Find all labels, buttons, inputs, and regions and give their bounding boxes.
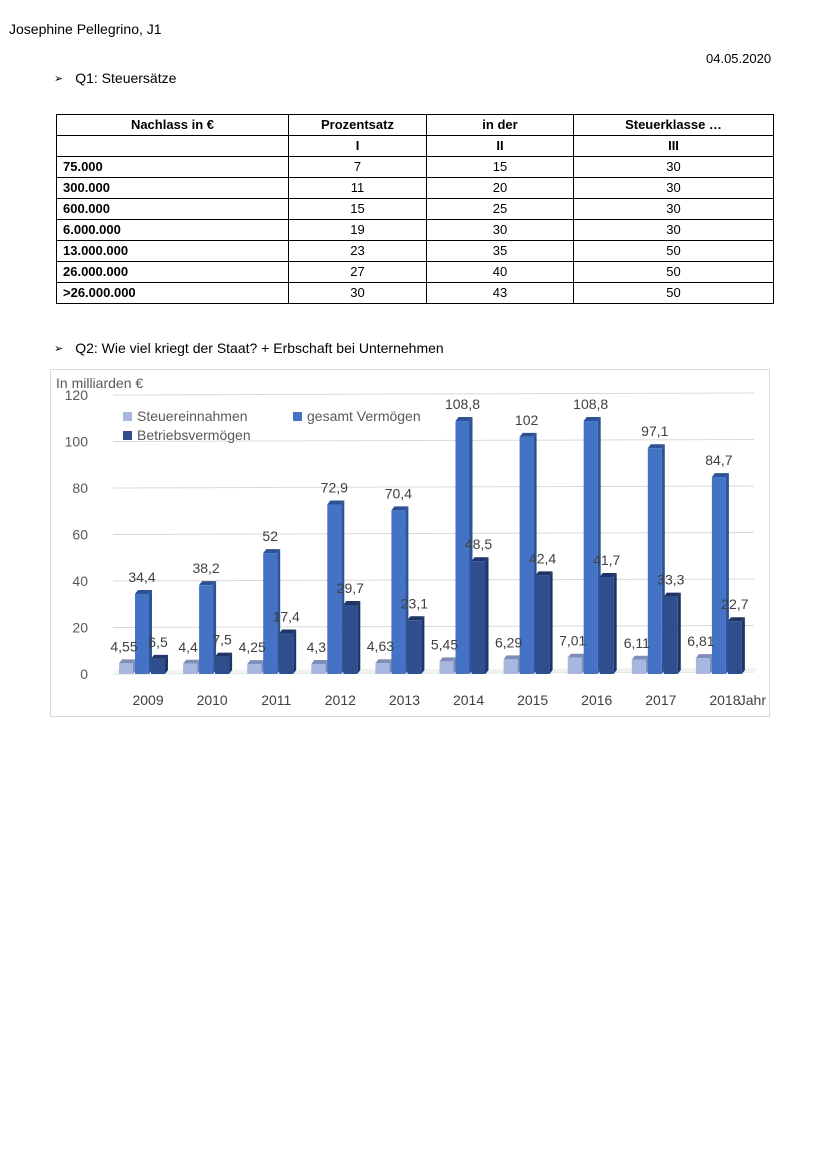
data-label: 4,3 [306, 639, 327, 656]
table-cell: 75.000 [57, 157, 289, 178]
x-tick-label: 2011 [261, 692, 292, 708]
table-cell: 26.000.000 [57, 262, 289, 283]
bar-betriebsvermoegen [472, 561, 486, 674]
table-cell: 20 [427, 178, 574, 199]
table-cell: >26.000.000 [57, 283, 289, 304]
x-tick-label: 2015 [517, 692, 549, 708]
data-label: 23,1 [400, 595, 429, 612]
table-cell: 43 [427, 283, 574, 304]
data-label: 48,5 [464, 536, 493, 553]
data-label: 22,7 [721, 596, 749, 613]
arrow-bullet-icon: ➢ [54, 342, 64, 355]
table-cell: 40 [427, 262, 574, 283]
table-cell: 50 [574, 241, 774, 262]
bar-side [742, 617, 745, 674]
data-label: 6,29 [494, 634, 523, 651]
table-header-row [57, 115, 774, 136]
bar-betriebsvermoegen [728, 621, 742, 674]
data-label: 4,55 [110, 638, 138, 655]
bar-top [520, 433, 537, 437]
question-1-heading [54, 70, 176, 86]
y-axis-title-bg [54, 374, 55, 375]
table-cell: I [289, 136, 427, 157]
data-label: 4,63 [366, 638, 395, 655]
table-cell: 23 [289, 241, 427, 262]
y-tick-label: 0 [80, 666, 88, 682]
y-tick-label: 60 [72, 526, 88, 543]
table-row [57, 178, 774, 199]
table-cell: 13.000.000 [57, 241, 289, 262]
data-label: 5,45 [430, 636, 459, 653]
bar-steuereinnahmen [119, 663, 133, 674]
question-2-title: Q2: Wie viel kriegt der Staat? + Erbschaft bei Unternehmen [75, 340, 444, 356]
data-label: 108,8 [573, 396, 609, 413]
data-label: 41,7 [593, 552, 621, 569]
bar-steuereinnahmen [440, 661, 454, 674]
table-cell: III [574, 136, 774, 157]
table-cell: 30 [289, 283, 427, 304]
data-label: 34,4 [128, 569, 156, 586]
table-cell: Steuerklasse … [574, 115, 774, 136]
x-tick-label: 2009 [132, 692, 164, 708]
data-label: 72,9 [320, 479, 348, 496]
x-tick-label: 2018 [709, 692, 741, 708]
bar-gesamt-vermoegen [135, 594, 149, 674]
data-label: 102 [514, 411, 539, 428]
data-label: 4,25 [238, 639, 266, 656]
table-cell: 11 [289, 178, 427, 199]
bar-betriebsvermoegen [600, 577, 614, 674]
arrow-bullet-icon: ➢ [54, 72, 64, 85]
bar-steuereinnahmen [247, 664, 261, 674]
table-cell: in der [427, 115, 574, 136]
x-axis-title: Jahr [738, 692, 766, 708]
x-tick-label: 2013 [388, 692, 421, 708]
x-tick-label: 2014 [452, 692, 485, 708]
table-cell: Nachlass in € [57, 115, 289, 136]
bar-steuereinnahmen [504, 659, 518, 674]
bar-side [293, 630, 296, 674]
table-cell [57, 136, 289, 157]
gridline [113, 393, 754, 395]
data-label: 29,7 [336, 579, 364, 596]
data-label: 6,81 [687, 633, 715, 650]
bar-betriebsvermoegen [343, 605, 357, 674]
y-tick-label: 120 [64, 387, 88, 403]
data-label: 108,8 [444, 396, 481, 413]
author-name: Josephine Pellegrino, J1 [9, 21, 162, 37]
data-label: 7,01 [559, 632, 587, 649]
data-label: 97,1 [641, 423, 669, 440]
table-cell: 30 [574, 199, 774, 220]
data-label: 84,7 [705, 452, 733, 469]
x-tick-label: 2017 [645, 692, 677, 708]
data-label: 52 [262, 528, 278, 545]
data-label: 7,5 [212, 631, 232, 648]
bar-side [614, 573, 617, 674]
table-cell: 30 [427, 220, 574, 241]
table-cell: 35 [427, 241, 574, 262]
table-subheader-row [57, 136, 774, 157]
question-2-heading [54, 340, 444, 356]
chart-svg [51, 370, 769, 716]
y-tick-label: 20 [72, 619, 88, 636]
table-cell: 7 [289, 157, 427, 178]
bar-betriebsvermoegen [215, 657, 229, 674]
bar-steuereinnahmen [183, 664, 197, 674]
data-label: 6,5 [148, 633, 168, 650]
bar-betriebsvermoegen [664, 597, 678, 674]
question-1-title: Q1: Steuersätze [75, 70, 177, 86]
legend-label: Betriebsvermögen [137, 427, 251, 443]
data-label: 33,3 [657, 571, 685, 588]
bar-side [486, 557, 489, 674]
bar-steuereinnahmen [696, 658, 710, 674]
bar-betriebsvermoegen [536, 575, 550, 674]
bar-betriebsvermoegen [279, 634, 293, 674]
table-row [57, 241, 774, 262]
legend-label: gesamt Vermögen [307, 408, 421, 424]
table-cell: 30 [574, 220, 774, 241]
table-cell: 27 [289, 262, 427, 283]
bar-side [550, 571, 553, 674]
document-date: 04.05.2020 [706, 51, 772, 66]
table-row [57, 157, 774, 178]
bar-steuereinnahmen [632, 660, 646, 674]
data-label: 6,11 [623, 634, 650, 651]
table-cell: II [427, 136, 574, 157]
table-cell: 600.000 [57, 199, 289, 220]
bar-top [504, 655, 521, 659]
data-label: 38,2 [192, 560, 220, 577]
bar-steuereinnahmen [311, 664, 325, 674]
bar-betriebsvermoegen [151, 659, 165, 674]
data-label: 70,4 [384, 485, 413, 502]
table-cell: 30 [574, 157, 774, 178]
x-tick-label: 2016 [581, 692, 613, 708]
table-row [57, 283, 774, 304]
table-cell: 50 [574, 283, 774, 304]
bar-side [421, 616, 424, 674]
legend-swatch-icon [123, 412, 132, 421]
table-cell: 30 [574, 178, 774, 199]
data-label: 42,4 [528, 550, 557, 567]
table-cell: 6.000.000 [57, 220, 289, 241]
table-cell: 19 [289, 220, 427, 241]
bar-top [536, 571, 553, 575]
y-tick-label: 80 [72, 480, 88, 496]
y-tick-label: 100 [64, 433, 88, 450]
legend-swatch-icon [123, 431, 132, 440]
legend-swatch-icon [293, 412, 302, 421]
x-tick-label: 2010 [196, 692, 228, 708]
bar-betriebsvermoegen [407, 620, 421, 674]
bar-steuereinnahmen [375, 663, 389, 674]
table-cell: 25 [427, 199, 574, 220]
table-cell: 50 [574, 262, 774, 283]
table-row [57, 220, 774, 241]
legend-label: Steuereinnahmen [137, 408, 248, 424]
y-axis-title: In milliarden € [56, 375, 144, 391]
table-cell: 15 [427, 157, 574, 178]
bar-gesamt-vermoegen [199, 585, 213, 674]
table-row [57, 262, 774, 283]
table-cell: 300.000 [57, 178, 289, 199]
bar-side [357, 601, 360, 674]
data-label: 17,4 [272, 608, 300, 625]
bar-side [678, 593, 681, 674]
y-tick-label: 40 [72, 573, 88, 589]
inheritance-chart [50, 369, 770, 717]
tax-rate-table [56, 114, 774, 304]
x-tick-label: 2012 [324, 692, 356, 708]
table-cell: 15 [289, 199, 427, 220]
data-label: 4,4 [178, 638, 198, 655]
table-row [57, 199, 774, 220]
table-cell: Prozentsatz [289, 115, 427, 136]
bar-steuereinnahmen [568, 658, 582, 674]
